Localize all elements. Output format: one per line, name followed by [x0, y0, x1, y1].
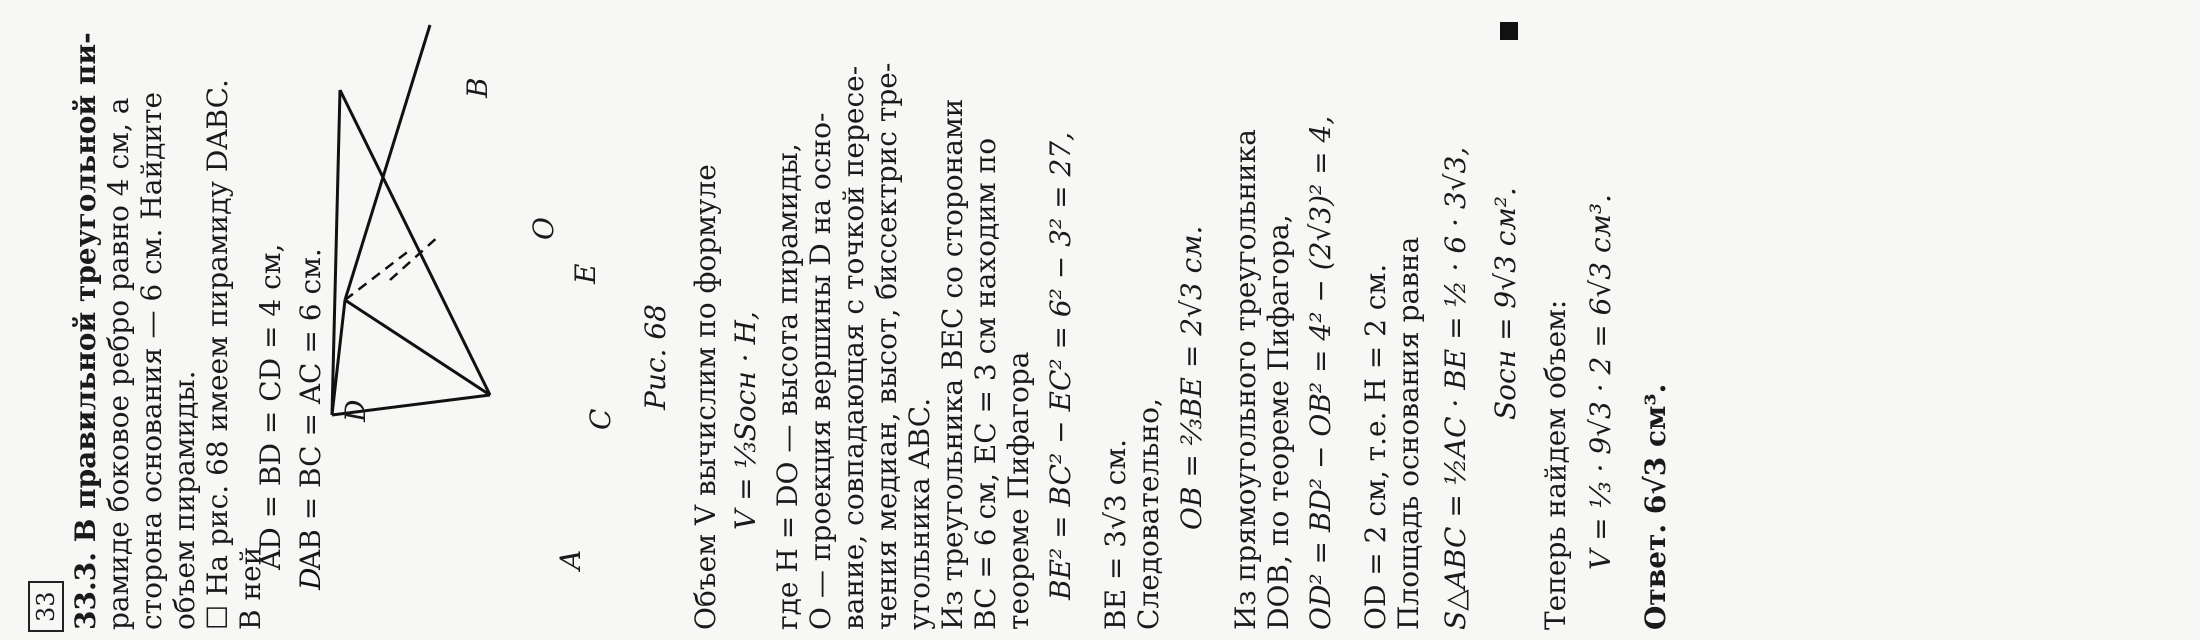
solution-line-3: где H = DO — высота пирамиды,: [771, 143, 804, 630]
volume-formula: V = ⅓Sосн · H,: [729, 311, 762, 530]
vertex-label-B: B: [461, 77, 494, 98]
problem-line-6: В ней: [234, 546, 267, 630]
base-area-formula: S△ABC = ½AC · BE = ½ · 6 · 3√3,: [1439, 146, 1472, 630]
solution-line-6: чения медиан, высот, биссектрис тре-: [870, 62, 903, 630]
solution-line-16: DOB, по теореме Пифагора,: [1262, 214, 1295, 630]
solution-line-8: Из треугольника BEC со сторонами: [936, 98, 969, 630]
solution-therefore: Следовательно,: [1132, 398, 1165, 630]
problem-line-3: сторона основания — 6 см. Найдите: [135, 91, 168, 630]
solution-line-5: вание, совпадающая с точкой пересе-: [837, 65, 870, 630]
solution-line-4: O — проекция вершины D на осно-: [804, 112, 837, 630]
problem-line-5: ☐ На рис. 68 имеем пирамиду DABC.: [201, 79, 234, 630]
OB-formula: OB = ⅔BE = 2√3 см.: [1175, 225, 1208, 530]
solution-line-9: BC = 6 см, EC = 3 см находим по: [969, 137, 1002, 630]
vertex-label-E: E: [569, 263, 602, 284]
page-number-badge: 33: [28, 581, 64, 632]
figure-caption: Рис. 68: [639, 304, 672, 410]
vertex-label-A: A: [554, 549, 587, 570]
vertex-label-D: D: [294, 567, 327, 590]
pythagoras-BE: BE² = BC² − EC² = 6² − 3² = 27,: [1044, 132, 1077, 600]
solution-OD-value: OD = 2 см, т.е. H = 2 см.: [1359, 263, 1392, 630]
problem-line-1: 33.3. В правильной треугольной пи-: [69, 32, 102, 630]
solution-line-15: Из прямоугольного треугольника: [1229, 129, 1262, 630]
problem-line-2: рамиде боковое ребро равно 4 см, а: [102, 97, 135, 630]
solution-base-area-intro: Площадь основания равна: [1392, 236, 1425, 630]
solution-now-find-volume: Теперь найдем объем:: [1539, 299, 1572, 630]
vertex-label-C: C: [584, 408, 617, 430]
final-volume-formula: V = ⅓ · 9√3 · 2 = 6√3 см³.: [1584, 194, 1617, 570]
problem-line-4: объем пирамиды.: [168, 370, 201, 630]
base-area-value: Sосн = 9√3 см².: [1489, 187, 1522, 420]
solution-line-10: теореме Пифагора: [1002, 351, 1035, 630]
solution-BE-value: BE = 3√3 см.: [1099, 438, 1132, 630]
solution-line-1: Объем V вычислим по формуле: [689, 164, 722, 630]
vertex-label-D-text: D: [339, 399, 372, 422]
answer-line: Ответ. 6√3 см³.: [1639, 383, 1672, 630]
vertex-label-O: O: [527, 217, 560, 240]
equality-1: AD = BD = CD = 4 см,: [254, 243, 287, 570]
solution-line-7: угольника ABC.: [903, 397, 936, 630]
equality-2: AB = BC = AC = 6 см.: [294, 248, 327, 570]
end-of-solution-marker: [1500, 22, 1518, 40]
edge-BA: [345, 25, 430, 300]
pythagoras-OD: OD² = BD² − OB² = 4² − (2√3)² = 4,: [1304, 115, 1337, 630]
dashed-BO: [345, 250, 410, 300]
